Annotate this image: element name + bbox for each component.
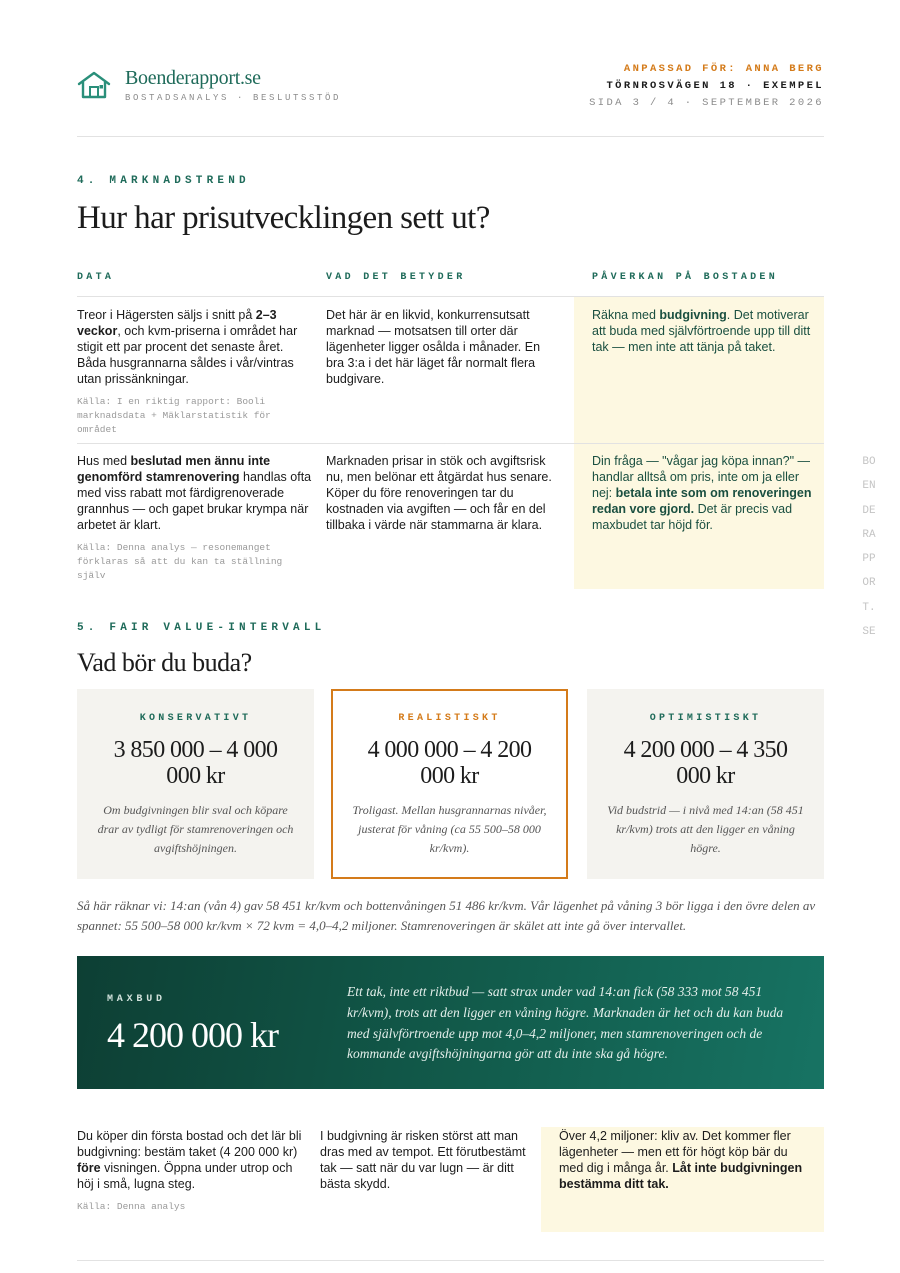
advice-emphasis: Låt inte budgivningen bestämma ditt tak.	[559, 1161, 803, 1191]
card-label: REALISTISKT	[398, 713, 501, 724]
card-description: Troligast. Mellan husgrannarnas nivåer, justerat för våning (ca 55 500–58 000 kr/kvm).	[352, 803, 547, 855]
brand-tagline: BOSTADSANALYS · BESLUTSSTÖD	[125, 93, 342, 103]
column-header-impact: PÅVERKAN PÅ BOSTADEN	[592, 272, 779, 283]
fair-value-card-conservative	[77, 689, 314, 879]
house-icon	[77, 70, 111, 100]
advice-column-2: I budgivning är risken störst att man dras med av tempot. Ett förutbestämt tak — satt när du var lugn — är ditt bästa skydd.	[320, 1129, 526, 1191]
advice-emphasis: före	[77, 1161, 101, 1175]
impact-emphasis: betala inte som om renoveringen redan vore gjord.	[592, 486, 812, 516]
max-bid-explanation: Ett tak, inte ett riktbud — satt strax under vad 14:an fick (58 333 mot 58 451 kr/kvm), trots att den ligger en våning högre. Marknaden är het och du kan buda med självförtroende upp mot 4,0–4,2 miljoner, men stamrenoveringen och de kommande avgiftshöjningarna gör att du inte ska gå högre.	[347, 984, 784, 1062]
table-row-1-impact	[592, 307, 812, 355]
calculation-note: Så här räknar vi: 14:an (vån 4) gav 58 451 kr/kvm och bottenvåningen 51 486 kr/kvm. Vår lägenhet på våning 3 bör ligga i den övre delen av spannet: 55 500–58 000 kr/kvm × 72 kvm = 4,0–4,2 miljoner. Stamrenoveringen är skälet att inte gå över intervallet.	[77, 898, 816, 933]
prepared-for: ANPASSAD FÖR: ANNA BERG	[623, 63, 824, 75]
card-description: Vid budstrid — i nivå med 14:an (58 451 kr/kvm) trots att den ligger en våning högre.	[607, 803, 804, 855]
advice-text: Över 4,2 miljoner: kliv av. Det kommer fler lägenheter — men ett för högt köp bär du med dig i många år.	[559, 1129, 791, 1175]
table-row-1-meaning: Det här är en likvid, konkurrensutsatt marknad — motsatsen till orter där lägenheter ligger osålda i månader. En bra 3:a i det här läget får normalt flera budgivare.	[326, 308, 541, 386]
section-5-label: 5. FAIR VALUE-INTERVALL	[77, 622, 326, 634]
column-header-meaning: VAD DET BETYDER	[326, 272, 466, 283]
fair-value-card-optimistic	[587, 689, 824, 879]
card-value: 4 200 000 – 4 350 000 kr	[623, 737, 788, 789]
table-row-2-data	[77, 453, 313, 583]
card-description: Om budgivningen blir sval och köpare drar av tydligt för stamrenoveringen och avgiftshöjningen.	[97, 803, 294, 855]
card-label: KONSERVATIVT	[139, 713, 252, 724]
impact-text: Räkna med	[592, 308, 660, 322]
max-bid-value: 4 200 000 kr	[107, 1015, 278, 1055]
table-row-divider	[77, 443, 824, 444]
data-text: handlas ofta med viss rabatt mot färdigrenoverade grannhus — och gapet brukar krympa när arbetet är klart.	[77, 470, 312, 532]
section-5-title: Vad bör du buda?	[77, 648, 252, 677]
card-value: 3 850 000 – 4 000 000 kr	[113, 737, 278, 789]
impact-text: Det är precis vad maxbudet tar höjd för.	[592, 502, 793, 532]
property-address: TÖRNROSVÄGEN 18 · EXEMPEL	[606, 80, 824, 92]
table-row-2-meaning: Marknaden prisar in stök och avgiftsrisk nu, men belönar ett åtgärdat hus senare. Köper du före renoveringen tar du kostnaden via avgiften — och får en del tillbaka i värde när stammarna är klara.	[326, 454, 552, 532]
impact-text: Din fråga — "vågar jag köpa innan?" — handlar alltså om pris, inte om ja eller nej:	[592, 454, 811, 500]
advice-column-3	[559, 1128, 809, 1192]
card-label: OPTIMISTISKT	[649, 713, 762, 724]
section-4-label: 4. MARKNADSTREND	[77, 175, 250, 187]
header-divider	[77, 136, 824, 137]
table-row-2-impact	[592, 453, 812, 533]
brand-name: Boenderapport.se	[125, 67, 261, 89]
vertical-watermark: BOENDERAPPORT.SE	[862, 456, 876, 639]
footer-divider	[77, 1260, 824, 1261]
max-bid-banner	[77, 956, 824, 1089]
page-info: SIDA 3 / 4 · SEPTEMBER 2026	[589, 97, 824, 109]
data-emphasis: 2–3 veckor	[77, 308, 277, 338]
data-text: Hus med	[77, 454, 131, 468]
max-bid-label: MAXBUD	[107, 994, 166, 1005]
advice-text: visningen. Öppna under utrop och höj i små, lugna steg.	[77, 1161, 293, 1191]
impact-text: . Det motiverar att buda med självförtroende upp till ditt tak — men inte att tänja på taket.	[592, 308, 811, 354]
data-emphasis: beslutad men ännu inte genomförd stamrenovering	[77, 454, 271, 484]
data-text: , och kvm-priserna i området har stigit ett par procent det senaste året. Båda husgrannarna såldes i vår/vintras utan prissänkningar.	[77, 324, 298, 386]
table-row-1-data	[77, 307, 313, 437]
impact-emphasis: budgivning	[659, 308, 727, 322]
fair-value-card-realistic	[331, 689, 568, 879]
section-4-title: Hur har prisutvecklingen sett ut?	[77, 200, 490, 236]
advice-text: Du köper din första bostad och det lär bli budgivning: bestäm taket (4 200 000 kr)	[77, 1129, 302, 1159]
page-header	[77, 58, 824, 138]
source-note: Källa: I en riktig rapport: Booli marknadsdata + Mäklarstatistik för området	[77, 396, 271, 435]
card-value: 4 000 000 – 4 200 000 kr	[367, 737, 532, 789]
advice-column-1	[77, 1128, 303, 1214]
report-meta	[589, 61, 824, 112]
source-note: Källa: Denna analys	[77, 1201, 186, 1212]
data-text: Treor i Hägersten säljs i snitt på	[77, 308, 256, 322]
column-header-data: DATA	[77, 272, 115, 283]
source-note: Källa: Denna analys — resonemanget förklaras så att du kan ta ställning själv	[77, 542, 283, 581]
